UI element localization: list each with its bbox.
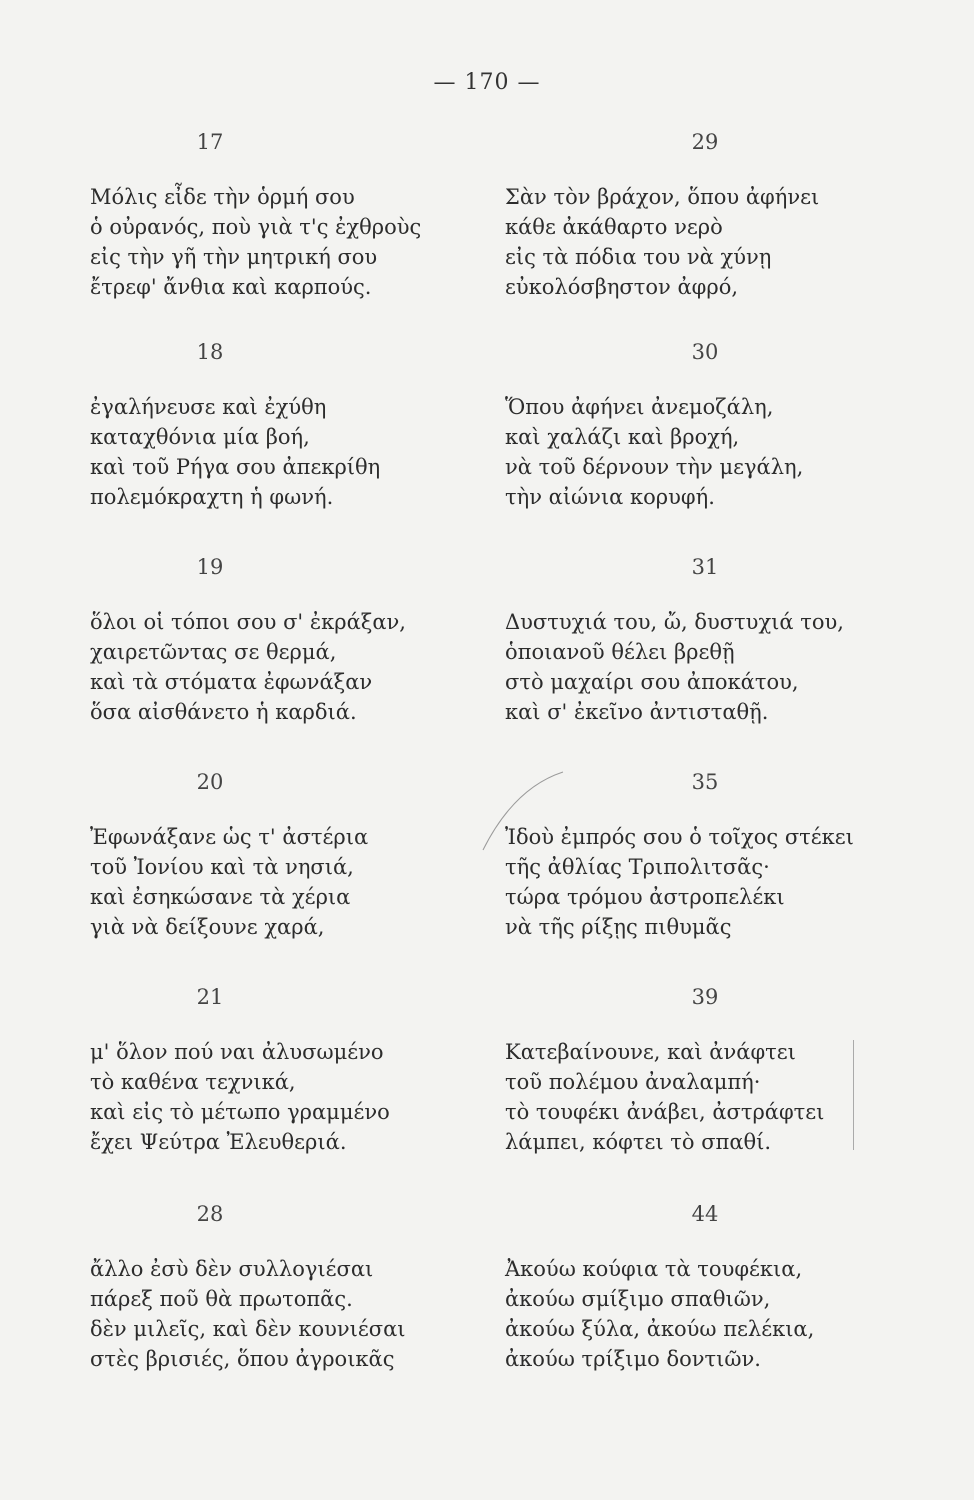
- verse-line: Δυστυχιά του, ὤ, δυστυχιά του,: [505, 610, 844, 634]
- verse-line: χαιρετῶντας σε θερμά,: [90, 640, 337, 664]
- verse-line: καὶ χαλάζι καὶ βροχή,: [505, 425, 740, 449]
- verse-line: τώρα τρόμου ἀστροπελέκι: [505, 885, 785, 909]
- verse-line: στὸ μαχαίρι σου ἀποκάτου,: [505, 670, 799, 694]
- stanza-lines: [505, 607, 905, 727]
- verse-line: Σὰν τὸν βράχον, ὅπου ἀφήνει: [505, 185, 820, 209]
- verse-line: Ἐφωνάξανε ὡς τ' ἀστέρια: [90, 825, 369, 849]
- margin-line-mark: [853, 1040, 854, 1150]
- stanza-number: 29: [691, 130, 719, 154]
- stanza-number: 35: [691, 770, 719, 794]
- verse-line: ὁ οὐρανός, ποὺ γιὰ τ'ς ἐχθροὺς: [90, 215, 422, 239]
- verse-line: ἔτρεφ' ἄνθια καὶ καρπούς.: [90, 275, 372, 299]
- stanza-lines: [90, 1254, 490, 1374]
- stanza-number: 31: [691, 555, 719, 579]
- verse-line: μ' ὅλον πού ναι ἀλυσωμένο: [90, 1040, 384, 1064]
- stanza-number: 18: [196, 340, 224, 364]
- stanza-number: 39: [691, 985, 719, 1009]
- stanza-lines: [90, 392, 490, 512]
- verse-line: ἀκούω ξύλα, ἀκούω πελέκια,: [505, 1317, 815, 1341]
- verse-line: τὸ τουφέκι ἀνάβει, ἀστράφτει: [505, 1100, 825, 1124]
- verse-line: ἔχει Ψεύτρα Ἐλευθεριά.: [90, 1130, 347, 1154]
- stanza-lines: [505, 1254, 905, 1374]
- stanza-number: 28: [196, 1202, 224, 1226]
- verse-line: καὶ τὰ στόματα ἐφωνάξαν: [90, 670, 373, 694]
- verse-line: νὰ τοῦ δέρνουν τὴν μεγάλη,: [505, 455, 804, 479]
- stanza-number: 21: [196, 985, 224, 1009]
- stanza-lines: [90, 607, 490, 727]
- stanza-number: 19: [196, 555, 224, 579]
- verse-line: ἀκούω σμίξιμο σπαθιῶν,: [505, 1287, 771, 1311]
- stanza-lines: [90, 822, 490, 942]
- verse-line: καὶ εἰς τὸ μέτωπο γραμμένο: [90, 1100, 390, 1124]
- stanza-lines: [90, 182, 490, 302]
- stanza-number: 44: [691, 1202, 719, 1226]
- stray-pencil-mark: [478, 770, 568, 855]
- verse-line: καὶ ἐσηκώσανε τὰ χέρια: [90, 885, 351, 909]
- verse-line: εἰς τὴν γῆ τὴν μητρική σου: [90, 245, 378, 269]
- verse-line: γιὰ νὰ δείξουνε χαρά,: [90, 915, 325, 939]
- verse-line: τοῦ Ἰονίου καὶ τὰ νησιά,: [90, 855, 354, 879]
- stanza-lines: [505, 1037, 905, 1157]
- verse-line: δὲν μιλεῖς, καὶ δὲν κουνιέσαι: [90, 1317, 406, 1341]
- verse-line: ἀκούω τρίξιμο δοντιῶν.: [505, 1347, 761, 1371]
- verse-line: Κατεβαίνουνε, καὶ ἀνάφτει: [505, 1040, 796, 1064]
- verse-line: ὁποιανοῦ θέλει βρεθῇ: [505, 640, 735, 664]
- verse-line: Μόλις εἶδε τὴν ὁρμή σου: [90, 185, 355, 209]
- verse-line: Ἀκούω κούφια τὰ τουφέκια,: [505, 1257, 803, 1281]
- verse-line: τὸ καθένα τεχνικά,: [90, 1070, 296, 1094]
- verse-line: τοῦ πολέμου ἀναλαμπή·: [505, 1070, 761, 1094]
- stanza-lines: [505, 392, 905, 512]
- verse-line: κάθε ἀκάθαρτο νερὸ: [505, 215, 723, 239]
- verse-line: στὲς βρισιές, ὅπου ἀγροικᾶς: [90, 1347, 395, 1371]
- verse-line: Ὅπου ἀφήνει ἀνεμοζάλη,: [505, 395, 774, 419]
- verse-line: πολεμόκραχτη ἡ φωνή.: [90, 485, 334, 509]
- verse-line: εὐκολόσβηστον ἀφρό,: [505, 275, 739, 299]
- verse-line: τῆς ἀθλίας Τριπολιτσᾶς·: [505, 855, 770, 879]
- verse-line: νὰ τῆς ρίξῃς πιθυμᾶς: [505, 915, 732, 939]
- verse-line: καὶ σ' ἐκεῖνο ἀντισταθῇ.: [505, 700, 769, 724]
- verse-line: ἄλλο ἐσὺ δὲν συλλογιέσαι: [90, 1257, 374, 1281]
- verse-line: Ἰδοὺ ἐμπρός σου ὁ τοῖχος στέκει: [505, 825, 854, 849]
- stanza-number: 17: [196, 130, 224, 154]
- stanza-number: 30: [691, 340, 719, 364]
- stanza-lines: [505, 182, 905, 302]
- verse-line: ὅλοι οἱ τόποι σου σ' ἐκράξαν,: [90, 610, 406, 634]
- stanza-number: 20: [196, 770, 224, 794]
- verse-line: εἰς τὰ πόδια του νὰ χύνῃ: [505, 245, 772, 269]
- verse-line: ἐγαλήνευσε καὶ ἐχύθη: [90, 395, 327, 419]
- verse-line: λάμπει, κόφτει τὸ σπαθί.: [505, 1130, 772, 1154]
- verse-line: καταχθόνια μία βοή,: [90, 425, 310, 449]
- verse-line: καὶ τοῦ Ρήγα σου ἀπεκρίθη: [90, 455, 381, 479]
- verse-line: ὅσα αἰσθάνετο ἡ καρδιά.: [90, 700, 357, 724]
- verse-line: τὴν αἰώνια κορυφή.: [505, 485, 715, 509]
- page-number: — 170 —: [433, 70, 541, 95]
- verse-line: πάρεξ ποῦ θὰ πρωτοπᾶς.: [90, 1287, 353, 1311]
- stanza-lines: [90, 1037, 490, 1157]
